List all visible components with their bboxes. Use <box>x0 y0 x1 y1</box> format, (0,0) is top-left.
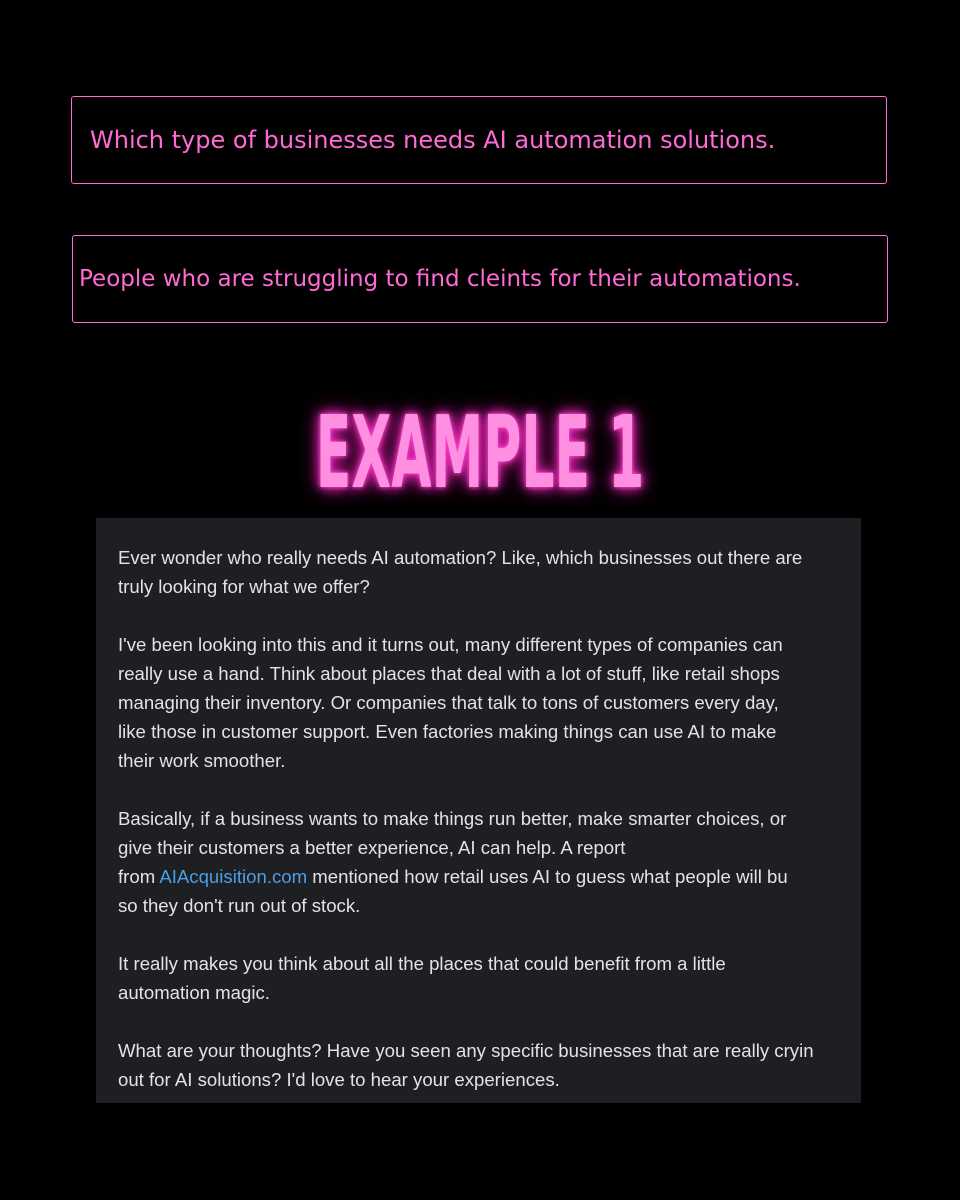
post-line: give their customers a better experience, AI can help. A report <box>118 837 626 858</box>
post-paragraph-4 <box>118 949 861 1007</box>
aiacquisition-link[interactable]: AIAcquisition.com <box>159 866 308 887</box>
audience-text: People who are struggling to find cleints for their automations. <box>79 266 801 292</box>
post-line: I've been looking into this and it turns out, many different types of companies can <box>118 634 783 655</box>
question-text: Which type of businesses needs AI automation solutions. <box>90 126 776 154</box>
post-line: really use a hand. Think about places that deal with a lot of stuff, like retail shops <box>118 663 780 684</box>
post-line: automation magic. <box>118 982 270 1003</box>
post-line: their work smoother. <box>118 750 286 771</box>
post-line: What are your thoughts? Have you seen any specific businesses that are really cryin <box>118 1040 814 1061</box>
post-line: so they don't run out of stock. <box>118 895 361 916</box>
example-title-text: EXAMPLE 1 <box>315 394 645 511</box>
post-paragraph-1 <box>118 543 861 601</box>
link-prefix-text: from <box>118 866 160 887</box>
post-paragraph-3 <box>118 804 861 920</box>
post-paragraph-2 <box>118 630 861 775</box>
question-box <box>71 96 887 184</box>
example-title <box>0 394 960 511</box>
post-line: Basically, if a business wants to make things run better, make smarter choices, or <box>118 808 787 829</box>
post-line: It really makes you think about all the places that could benefit from a little <box>118 953 726 974</box>
post-line: managing their inventory. Or companies that talk to tons of customers every day, <box>118 692 779 713</box>
post-line: like those in customer support. Even factories making things can use AI to make <box>118 721 777 742</box>
post-screenshot <box>96 518 861 1103</box>
audience-box <box>72 235 888 323</box>
post-paragraph-5 <box>118 1036 861 1094</box>
post-line: truly looking for what we offer? <box>118 576 370 597</box>
link-suffix-text: mentioned how retail uses AI to guess what people will bu <box>307 866 788 887</box>
post-link-line <box>118 862 861 891</box>
post-line: Ever wonder who really needs AI automation? Like, which businesses out there are <box>118 547 803 568</box>
post-line: out for AI solutions? I'd love to hear your experiences. <box>118 1069 560 1090</box>
